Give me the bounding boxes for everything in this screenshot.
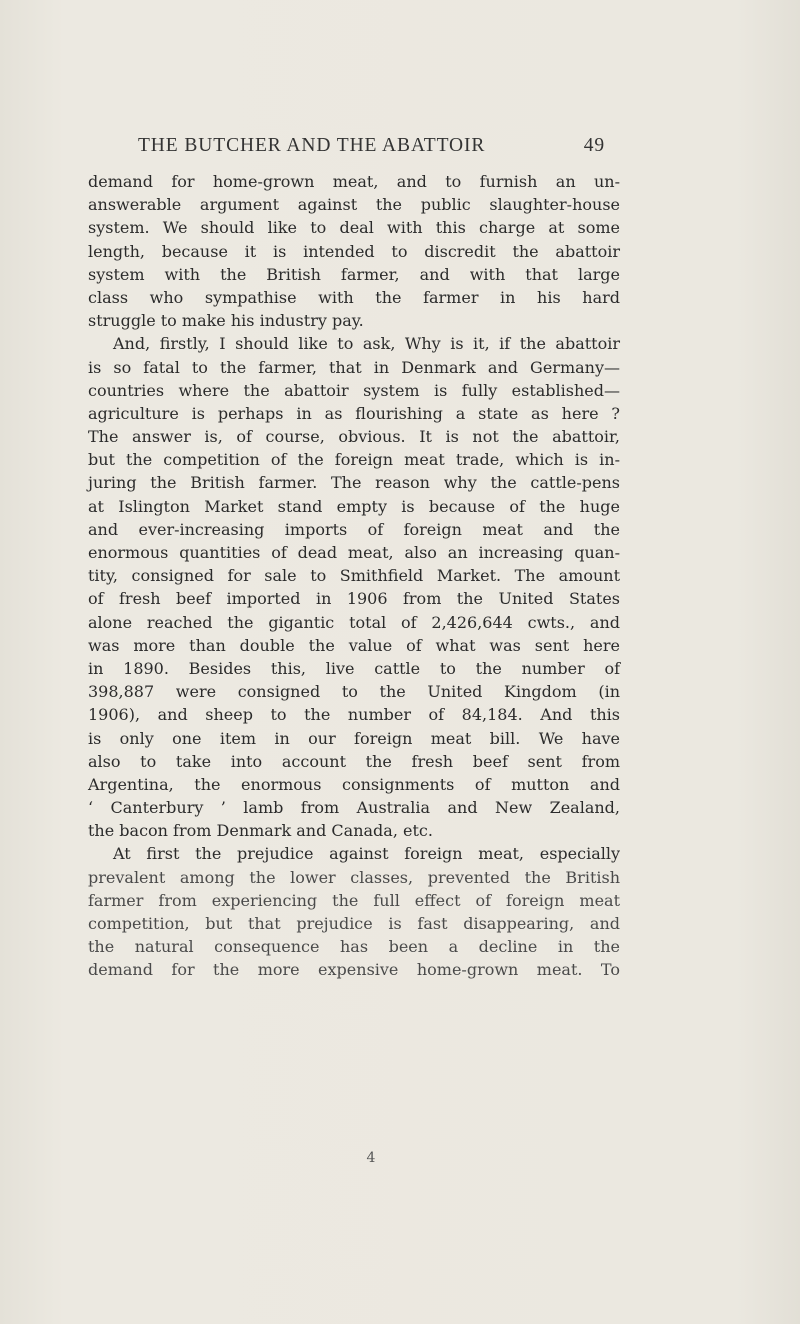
text-line: competition, but that prejudice is fast disappearing, and	[88, 914, 620, 933]
body-text	[88, 170, 620, 982]
text-line: in 1890. Besides this, live cattle to the number of	[88, 658, 620, 678]
text-line: the natural consequence has been a decline in the	[88, 937, 620, 957]
text-line: system with the British farmer, and with that large	[88, 264, 620, 284]
text-line: alone reached the gigantic total of 2,426,644 cwts., and	[88, 612, 620, 632]
text-line: struggle to make his industry pay.	[88, 311, 364, 331]
running-head	[138, 135, 605, 157]
page-number: 49	[583, 135, 605, 156]
text-line: class who sympathise with the farmer in his hard	[88, 287, 620, 307]
text-line: tity, consigned for sale to Smithfield Market. The amount	[88, 566, 620, 586]
text-line: is so fatal to the farmer, that in Denmark and Germany—	[88, 357, 620, 377]
text-line: 1906), and sheep to the number of 84,184. And this	[88, 705, 620, 725]
text-line: of fresh beef imported in 1906 from the United States	[88, 589, 620, 609]
text-line: system. We should like to deal with this charge at some	[88, 218, 620, 238]
text-line: farmer from experiencing the full effect of foreign meat	[88, 890, 620, 910]
text-line: the bacon from Denmark and Canada, etc.	[88, 821, 433, 841]
text-line: also to take into account the fresh beef sent from	[88, 751, 620, 771]
text-line: juring the British farmer. The reason why the cattle-pens	[88, 473, 620, 493]
text-line: countries where the abattoir system is fully established—	[88, 380, 620, 400]
text-line: prevalent among the lower classes, prevented the British	[88, 867, 620, 887]
text-line: Argentina, the enormous consignments of mutton and	[88, 774, 620, 794]
text-line: but the competition of the foreign meat trade, which is in-	[88, 450, 620, 470]
text-line: 398,887 were consigned to the United Kingdom (in	[88, 682, 620, 702]
text-line: was more than double the value of what was sent here	[88, 635, 620, 655]
text-line: The answer is, of course, obvious. It is not the abattoir,	[88, 427, 620, 447]
text-line: demand for home-grown meat, and to furnish an un-	[88, 172, 620, 191]
text-line: answerable argument against the public slaughter-house	[88, 195, 620, 215]
running-head-title: THE BUTCHER AND THE ABATTOIR	[138, 135, 486, 156]
paragraph-start-line: At first the prejudice against foreign meat, especially	[113, 844, 620, 864]
paragraph-start-line: And, firstly, I should like to ask, Why is it, if the abattoir	[113, 334, 620, 354]
text-line: agriculture is perhaps in as flourishing a state as here ?	[88, 403, 620, 423]
text-line: ‘ Canterbury ’ lamb from Australia and New Zealand,	[88, 798, 620, 818]
text-line: length, because it is intended to discredit the abattoir	[88, 241, 620, 261]
text-line: at Islington Market stand empty is because of the huge	[88, 496, 620, 516]
signature-mark: 4	[366, 1150, 376, 1166]
text-line: demand for the more expensive home-grown meat. To	[88, 960, 620, 980]
text-line: and ever-increasing imports of foreign meat and the	[88, 519, 620, 539]
text-line: enormous quantities of dead meat, also an increasing quan-	[88, 543, 620, 562]
text-line: is only one item in our foreign meat bill. We have	[88, 728, 620, 748]
